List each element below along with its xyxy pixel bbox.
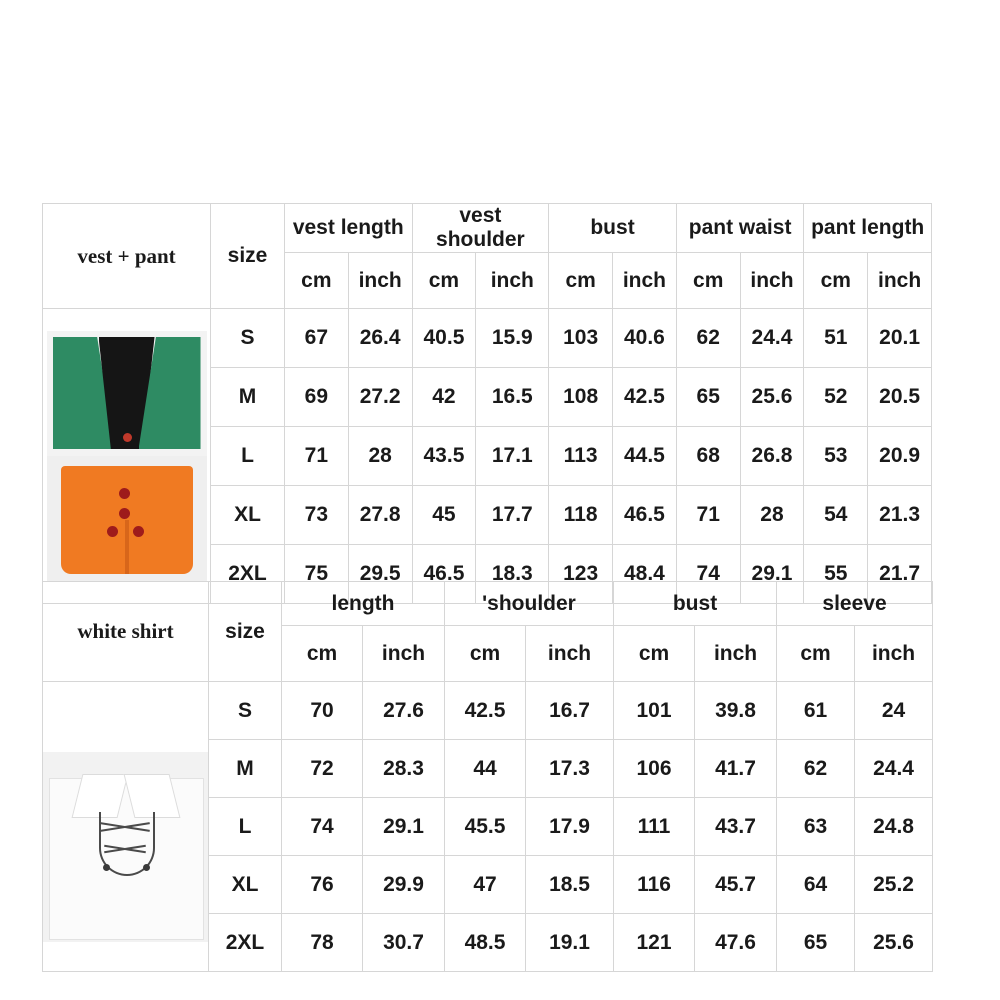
value-cell: 29.1 (740, 545, 804, 604)
size-cell: S (209, 682, 282, 740)
value-cell: 25.6 (740, 368, 804, 427)
value-cell: 55 (804, 545, 868, 604)
value-cell: 30.7 (363, 914, 445, 972)
size-cell: L (211, 427, 285, 486)
size-cell: S (211, 309, 285, 368)
measure-header-shoulder: 'shoulder (445, 582, 614, 626)
value-cell: 26.4 (348, 309, 412, 368)
measure-header-pant-waist: pant waist (676, 204, 804, 253)
value-cell: 73 (284, 486, 348, 545)
value-cell: 65 (777, 914, 855, 972)
value-cell: 24.4 (740, 309, 804, 368)
value-cell: 18.3 (476, 545, 549, 604)
value-cell: 17.7 (476, 486, 549, 545)
unit-cell: inch (476, 253, 549, 309)
size-table-white-shirt (42, 581, 933, 972)
unit-cell: cm (549, 253, 613, 309)
value-cell: 62 (777, 740, 855, 798)
value-cell: 17.3 (526, 740, 614, 798)
table-row-group-header (43, 582, 933, 626)
pant-button (107, 526, 118, 537)
value-cell: 74 (676, 545, 740, 604)
pant-button (119, 508, 130, 519)
pant-illustration (47, 456, 207, 581)
value-cell: 20.5 (868, 368, 932, 427)
value-cell: 45.5 (445, 798, 526, 856)
value-cell: 74 (282, 798, 363, 856)
value-cell: 48.4 (613, 545, 677, 604)
unit-cell: inch (363, 626, 445, 682)
unit-cell: cm (412, 253, 476, 309)
value-cell: 62 (676, 309, 740, 368)
value-cell: 52 (804, 368, 868, 427)
value-cell: 28 (348, 427, 412, 486)
value-cell: 43.5 (412, 427, 476, 486)
unit-cell: cm (804, 253, 868, 309)
unit-cell: cm (445, 626, 526, 682)
value-cell: 113 (549, 427, 613, 486)
value-cell: 72 (282, 740, 363, 798)
value-cell: 25.2 (855, 856, 933, 914)
measure-header-vest-length: vest length (284, 204, 412, 253)
value-cell: 42 (412, 368, 476, 427)
measure-header-pant-length: pant length (804, 204, 932, 253)
value-cell: 17.1 (476, 427, 549, 486)
value-cell: 47 (445, 856, 526, 914)
vest-illustration (47, 331, 207, 456)
product-label-cell (43, 204, 211, 309)
measure-header-length: length (282, 582, 445, 626)
size-header-cell (209, 582, 282, 682)
product-label-cell (43, 582, 209, 682)
value-cell: 51 (804, 309, 868, 368)
shirt-lace-knot (143, 864, 150, 871)
value-cell: 116 (614, 856, 695, 914)
unit-cell: inch (740, 253, 804, 309)
unit-cell: inch (695, 626, 777, 682)
value-cell: 103 (549, 309, 613, 368)
measure-header-bust: bust (614, 582, 777, 626)
value-cell: 15.9 (476, 309, 549, 368)
value-cell: 21.3 (868, 486, 932, 545)
size-cell: L (209, 798, 282, 856)
value-cell: 41.7 (695, 740, 777, 798)
value-cell: 40.5 (412, 309, 476, 368)
value-cell: 16.5 (476, 368, 549, 427)
value-cell: 68 (676, 427, 740, 486)
value-cell: 53 (804, 427, 868, 486)
shirt-lace-knot (103, 864, 110, 871)
size-cell: M (209, 740, 282, 798)
table-row (43, 309, 932, 368)
value-cell: 78 (282, 914, 363, 972)
size-header-label: size (225, 619, 265, 643)
value-cell: 20.9 (868, 427, 932, 486)
value-cell: 43.7 (695, 798, 777, 856)
value-cell: 27.2 (348, 368, 412, 427)
value-cell: 101 (614, 682, 695, 740)
size-header-label: size (227, 244, 268, 267)
table-row (43, 682, 933, 740)
value-cell: 39.8 (695, 682, 777, 740)
value-cell: 27.8 (348, 486, 412, 545)
value-cell: 26.8 (740, 427, 804, 486)
value-cell: 40.6 (613, 309, 677, 368)
value-cell: 61 (777, 682, 855, 740)
value-cell: 123 (549, 545, 613, 604)
value-cell: 65 (676, 368, 740, 427)
value-cell: 27.6 (363, 682, 445, 740)
vest-and-pant-photo (43, 309, 211, 604)
value-cell: 46.5 (412, 545, 476, 604)
measure-header-vest-shoulder: vest shoulder (412, 204, 549, 253)
value-cell: 29.1 (363, 798, 445, 856)
value-cell: 63 (777, 798, 855, 856)
value-cell: 106 (614, 740, 695, 798)
value-cell: 28.3 (363, 740, 445, 798)
value-cell: 71 (676, 486, 740, 545)
size-cell: M (211, 368, 285, 427)
value-cell: 69 (284, 368, 348, 427)
value-cell: 45.7 (695, 856, 777, 914)
value-cell: 45 (412, 486, 476, 545)
value-cell: 75 (284, 545, 348, 604)
value-cell: 70 (282, 682, 363, 740)
unit-cell: inch (348, 253, 412, 309)
value-cell: 76 (282, 856, 363, 914)
unit-cell: cm (614, 626, 695, 682)
unit-cell: inch (855, 626, 933, 682)
value-cell: 18.5 (526, 856, 614, 914)
value-cell: 29.9 (363, 856, 445, 914)
value-cell: 54 (804, 486, 868, 545)
value-cell: 29.5 (348, 545, 412, 604)
white-shirt-photo (43, 682, 209, 972)
measure-header-bust: bust (549, 204, 677, 253)
value-cell: 44.5 (613, 427, 677, 486)
measure-header-sleeve: sleeve (777, 582, 933, 626)
unit-cell: cm (676, 253, 740, 309)
value-cell: 24 (855, 682, 933, 740)
size-cell: 2XL (209, 914, 282, 972)
value-cell: 19.1 (526, 914, 614, 972)
value-cell: 16.7 (526, 682, 614, 740)
value-cell: 28 (740, 486, 804, 545)
unit-cell: cm (282, 626, 363, 682)
pant-center-seam (125, 520, 129, 574)
value-cell: 111 (614, 798, 695, 856)
value-cell: 71 (284, 427, 348, 486)
value-cell: 42.5 (445, 682, 526, 740)
pant-button (119, 488, 130, 499)
pant-button (133, 526, 144, 537)
vest-button (123, 433, 132, 442)
value-cell: 46.5 (613, 486, 677, 545)
value-cell: 48.5 (445, 914, 526, 972)
value-cell: 20.1 (868, 309, 932, 368)
unit-cell: inch (868, 253, 932, 309)
value-cell: 121 (614, 914, 695, 972)
value-cell: 67 (284, 309, 348, 368)
unit-cell: cm (284, 253, 348, 309)
value-cell: 47.6 (695, 914, 777, 972)
value-cell: 25.6 (855, 914, 933, 972)
table-row-group-header (43, 204, 932, 253)
product-label: vest + pant (77, 243, 176, 268)
value-cell: 42.5 (613, 368, 677, 427)
unit-cell: inch (613, 253, 677, 309)
white-shirt-illustration (43, 752, 208, 942)
size-table-vest-pant (42, 203, 932, 604)
size-cell: 2XL (211, 545, 285, 604)
value-cell: 44 (445, 740, 526, 798)
size-cell: XL (209, 856, 282, 914)
value-cell: 108 (549, 368, 613, 427)
value-cell: 118 (549, 486, 613, 545)
value-cell: 64 (777, 856, 855, 914)
value-cell: 21.7 (868, 545, 932, 604)
size-header-cell (211, 204, 285, 309)
value-cell: 24.4 (855, 740, 933, 798)
unit-cell: cm (777, 626, 855, 682)
value-cell: 24.8 (855, 798, 933, 856)
value-cell: 17.9 (526, 798, 614, 856)
product-label: white shirt (77, 619, 174, 643)
unit-cell: inch (526, 626, 614, 682)
size-cell: XL (211, 486, 285, 545)
